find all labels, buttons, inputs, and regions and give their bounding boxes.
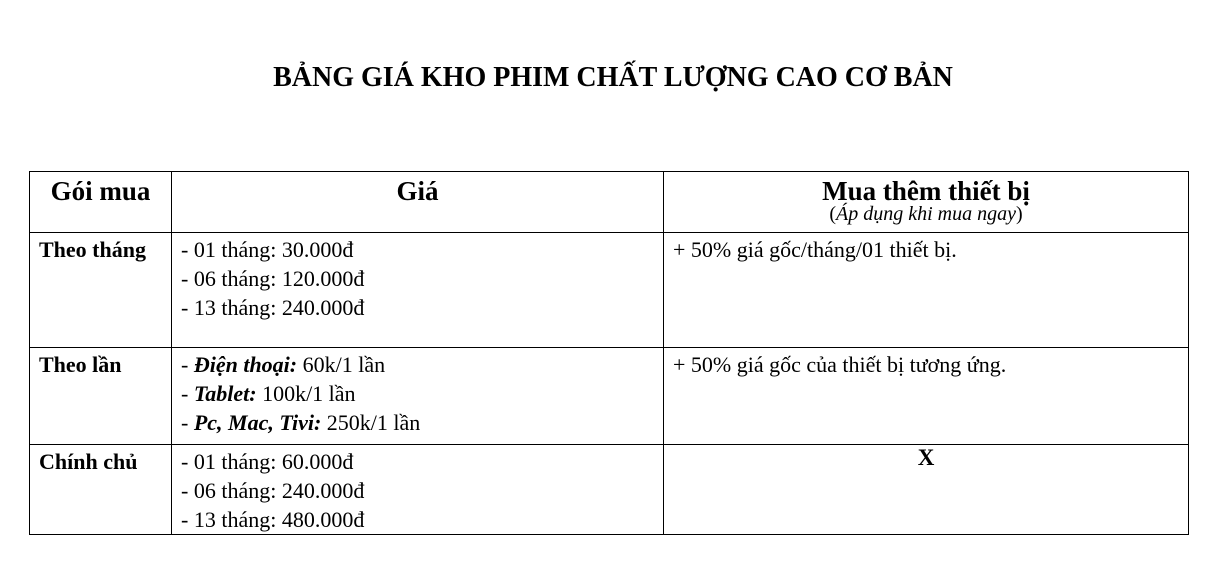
price-cell: [172, 348, 664, 445]
price-table: [29, 171, 1189, 535]
table-header-row: [30, 172, 1189, 233]
header-price: [172, 172, 664, 233]
price-value: 250k/1 lần: [321, 410, 421, 435]
table-row: [30, 348, 1189, 445]
extra-device-cell: + 50% giá gốc của thiết bị tương ứng.: [664, 348, 1189, 445]
price-value: 13 tháng: 480.000đ: [193, 507, 365, 532]
price-line: [181, 293, 663, 322]
price-line: [181, 505, 663, 534]
package-cell: Theo tháng: [30, 233, 172, 348]
header-extra-label: Mua thêm thiết bị: [822, 176, 1030, 206]
price-cell: [172, 233, 664, 348]
header-extra: [664, 172, 1189, 233]
price-line: [181, 379, 663, 408]
price-line: [181, 264, 663, 293]
page-title: BẢNG GIÁ KHO PHIM CHẤT LƯỢNG CAO CƠ BẢN: [273, 62, 953, 93]
header-extra-note-text: Áp dụng khi mua ngay: [836, 203, 1016, 225]
header-price-label: Giá: [396, 176, 439, 206]
package-cell: Theo lần: [30, 348, 172, 445]
price-value: 06 tháng: 240.000đ: [193, 478, 365, 503]
price-prefix: -: [181, 237, 194, 262]
device-name: Điện thoại:: [193, 352, 298, 377]
header-package: [30, 172, 172, 233]
price-cell: [172, 445, 664, 535]
price-prefix: -: [181, 266, 194, 291]
header-package-label: Gói mua: [50, 176, 151, 206]
price-value: 01 tháng: 30.000đ: [193, 237, 354, 262]
price-prefix: -: [181, 449, 194, 474]
price-prefix: -: [181, 295, 194, 320]
table-row: [30, 445, 1189, 535]
price-line: [181, 476, 663, 505]
extra-device-cell: X: [664, 445, 1189, 535]
price-line: [181, 350, 663, 379]
device-name: Pc, Mac, Tivi:: [193, 410, 322, 435]
table-row: [30, 233, 1189, 348]
price-line: [181, 235, 663, 264]
price-prefix: -: [181, 381, 194, 406]
price-value: 01 tháng: 60.000đ: [193, 449, 354, 474]
device-name: Tablet:: [193, 381, 257, 406]
price-prefix: -: [181, 478, 194, 503]
header-extra-note: (Áp dụng khi mua ngay): [829, 203, 1023, 225]
price-prefix: -: [181, 410, 194, 435]
package-cell: Chính chủ: [30, 445, 172, 535]
price-value: 60k/1 lần: [297, 352, 386, 377]
price-prefix: -: [181, 352, 194, 377]
extra-device-cell: + 50% giá gốc/tháng/01 thiết bị.: [664, 233, 1189, 348]
price-value: 06 tháng: 120.000đ: [193, 266, 365, 291]
price-value: 13 tháng: 240.000đ: [193, 295, 365, 320]
price-line: [181, 408, 663, 437]
price-prefix: -: [181, 507, 194, 532]
price-line: [181, 447, 663, 476]
price-value: 100k/1 lần: [256, 381, 356, 406]
